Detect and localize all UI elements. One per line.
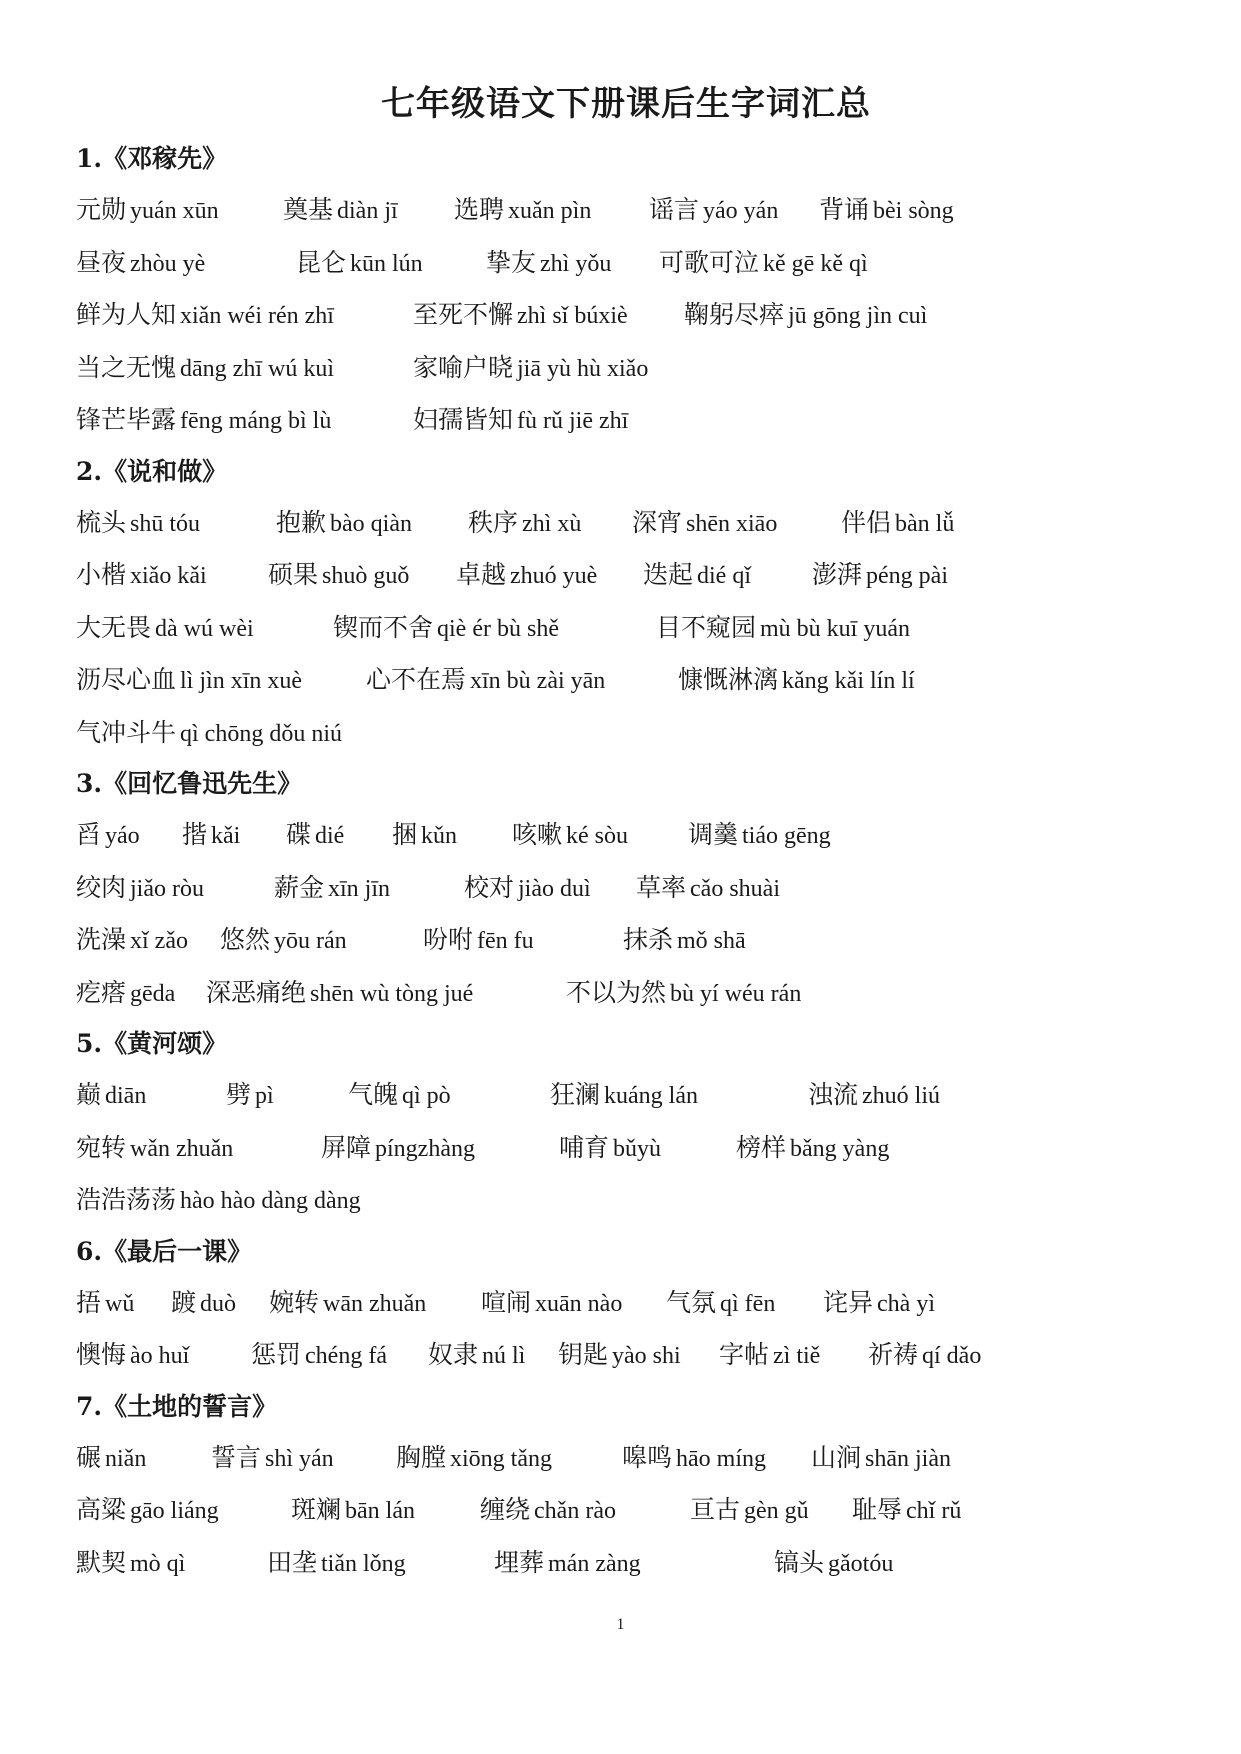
vocab-word: 亘古 (690, 1495, 741, 1524)
vocab-pinyin: gāo liáng (130, 1498, 219, 1524)
vocab-pinyin: diàn jī (337, 198, 398, 224)
vocab-pinyin: shēn xiāo (686, 510, 778, 537)
vocab-word: 至死不懈 (413, 300, 514, 329)
vocab-entry (76, 1122, 233, 1176)
vocab-pinyin: duò (200, 1290, 237, 1317)
vocab-pinyin: kǎng kǎi lín lí (782, 668, 915, 694)
vocab-word: 抹杀 (623, 925, 674, 954)
vocab-pinyin: chǎn rào (534, 1498, 616, 1524)
word-row (76, 237, 1176, 290)
vocab-pinyin: yuán xūn (130, 198, 219, 224)
vocab-pinyin: yào shi (612, 1343, 681, 1369)
vocab-entry (76, 184, 219, 238)
vocab-word: 婉转 (269, 1287, 320, 1317)
vocab-word: 山涧 (811, 1442, 862, 1472)
vocab-entry (76, 1174, 361, 1228)
vocab-word: 谣言 (649, 195, 700, 224)
vocab-word: 默契 (76, 1547, 127, 1577)
word-row (76, 1174, 1176, 1227)
vocab-word: 当之无愧 (76, 352, 177, 382)
vocab-pinyin: shēn wù tòng jué (310, 980, 474, 1007)
vocab-word: 缠绕 (480, 1495, 531, 1524)
vocab-pinyin: jū gōng jìn cuì (788, 303, 928, 329)
vocab-pinyin: fēn fu (477, 928, 534, 954)
vocab-entry (494, 1537, 641, 1591)
vocab-pinyin: niǎn (105, 1445, 147, 1472)
vocab-word: 祈祷 (868, 1340, 919, 1369)
vocab-pinyin: gèn gǔ (744, 1498, 809, 1524)
vocab-pinyin: péng pài (866, 563, 948, 589)
vocab-word: 田垄 (267, 1547, 318, 1577)
vocab-word: 胸膛 (396, 1442, 447, 1472)
vocab-entry (808, 1069, 940, 1123)
vocab-pinyin: xiǎo kǎi (130, 563, 207, 589)
vocab-pinyin: gēda (130, 980, 176, 1007)
vocab-entry (76, 1329, 189, 1383)
vocab-word: 浊流 (808, 1080, 859, 1109)
vocab-pinyin: gǎotóu (828, 1550, 894, 1577)
vocab-entry (276, 497, 412, 551)
vocab-entry (643, 549, 751, 603)
word-row (76, 342, 1176, 395)
vocab-word: 家喻户晓 (413, 352, 514, 382)
vocab-entry (76, 1277, 134, 1331)
vocab-pinyin: wǔ (105, 1290, 135, 1317)
vocab-entry (413, 394, 628, 448)
vocab-entry (76, 497, 200, 551)
vocab-entry (76, 1069, 146, 1123)
vocab-pinyin: cǎo shuài (690, 875, 780, 902)
vocab-pinyin: xuǎn pìn (508, 198, 592, 224)
vocab-entry (774, 1537, 893, 1591)
vocab-pinyin: kě gē kě qì (763, 250, 868, 277)
vocab-entry (76, 967, 175, 1021)
vocab-word: 昼夜 (76, 247, 127, 277)
vocab-entry (464, 862, 591, 916)
vocab-entry (76, 654, 302, 708)
word-row (76, 914, 1176, 967)
vocab-entry (558, 1329, 681, 1383)
vocab-word: 迭起 (643, 560, 694, 589)
vocab-pinyin: wān zhuǎn (323, 1290, 427, 1317)
vocab-pinyin: qí dǎo (922, 1343, 982, 1369)
vocab-word: 硕果 (268, 560, 319, 589)
vocab-word: 斑斓 (291, 1495, 342, 1524)
vocab-entry (396, 1432, 552, 1486)
vocab-pinyin: mù bù kuī yuán (760, 615, 911, 642)
vocab-word: 薪金 (274, 872, 325, 902)
vocab-word: 挚友 (486, 247, 537, 277)
vocab-entry (76, 1432, 146, 1486)
vocab-word: 元勋 (76, 195, 127, 224)
word-row (76, 654, 1176, 707)
vocab-word: 背诵 (819, 195, 870, 224)
vocab-entry (206, 967, 473, 1021)
vocab-entry (366, 654, 605, 708)
vocab-word: 绞肉 (76, 872, 127, 902)
vocab-entry (454, 184, 591, 238)
page-number: 1 (616, 1616, 625, 1633)
vocab-entry (220, 914, 347, 968)
vocab-entry (622, 1432, 766, 1486)
vocab-pinyin: qì fēn (720, 1290, 776, 1317)
vocab-word: 调羹 (688, 820, 739, 849)
vocab-word: 伴侣 (841, 507, 892, 537)
vocab-word: 鞠躬尽瘁 (684, 300, 785, 329)
vocab-word: 喧闹 (481, 1287, 532, 1317)
vocab-entry (76, 809, 140, 863)
vocab-pinyin: nú lì (482, 1343, 526, 1369)
vocab-pinyin: shì yán (265, 1445, 334, 1472)
vocab-entry (76, 289, 334, 343)
vocab-pinyin: shān jiàn (865, 1445, 951, 1472)
vocab-pinyin: chà yì (877, 1290, 935, 1317)
vocab-pinyin: zhòu yè (130, 250, 206, 277)
vocab-entry (269, 1277, 426, 1331)
word-row (76, 1537, 1176, 1590)
vocab-word: 沥尽心血 (76, 665, 177, 694)
vocab-word: 宛转 (76, 1132, 127, 1162)
word-row (76, 1432, 1176, 1485)
vocab-entry (171, 1277, 236, 1331)
vocab-pinyin: bào qiàn (330, 510, 412, 537)
vocab-word: 小楷 (76, 560, 127, 589)
vocab-word: 奴隶 (428, 1340, 479, 1369)
vocab-pinyin: dié (315, 823, 345, 849)
vocab-entry (819, 184, 954, 238)
vocab-entry (623, 914, 746, 968)
vocab-pinyin: mò qì (130, 1550, 186, 1577)
vocab-entry (76, 707, 342, 761)
vocab-word: 卓越 (456, 560, 507, 589)
vocab-word: 不以为然 (566, 977, 667, 1007)
section-heading: 1.《邓稼先》 (76, 144, 228, 173)
vocab-word: 草率 (636, 872, 687, 902)
word-row (76, 394, 1176, 447)
vocab-entry (823, 1277, 935, 1331)
vocab-pinyin: pì (255, 1083, 274, 1109)
section-heading: 2.《说和做》 (76, 456, 228, 486)
word-row (76, 289, 1176, 342)
vocab-word: 劈 (226, 1080, 252, 1109)
vocab-pinyin: fēng máng bì lù (180, 408, 332, 434)
vocab-pinyin: xuān nào (535, 1290, 623, 1317)
vocab-pinyin: tiǎn lǒng (321, 1550, 406, 1577)
vocab-entry (283, 184, 398, 238)
vocab-word: 疙瘩 (76, 977, 127, 1007)
vocab-word: 钥匙 (558, 1340, 609, 1369)
vocab-word: 心不在焉 (366, 665, 467, 694)
vocab-pinyin: kǔn (421, 823, 458, 849)
vocabulary-list (76, 134, 1176, 1589)
vocab-entry (868, 1329, 981, 1383)
word-row (76, 1484, 1176, 1537)
vocab-word: 惩罚 (251, 1340, 302, 1369)
vocab-pinyin: qì pò (402, 1083, 451, 1109)
vocab-pinyin: bù yí wéu rán (670, 980, 802, 1007)
vocab-entry (688, 809, 831, 863)
document-page (76, 80, 1176, 1589)
vocab-word: 气魄 (348, 1080, 399, 1109)
vocab-entry (321, 1122, 475, 1176)
vocab-entry (76, 602, 254, 656)
vocab-pinyin: hāo míng (676, 1445, 767, 1472)
vocab-pinyin: zhuó yuè (510, 563, 598, 589)
vocab-entry (852, 1484, 961, 1538)
document-title: 七年级语文下册课后生字词汇总 (381, 84, 871, 124)
vocab-entry (666, 1277, 775, 1331)
vocab-word: 屏障 (321, 1132, 372, 1162)
vocab-entry (566, 967, 801, 1021)
word-row (76, 707, 1176, 760)
section-heading: 7.《土地的誓言》 (76, 1391, 278, 1421)
vocab-entry (480, 1484, 616, 1538)
vocab-word: 锋芒毕露 (76, 405, 177, 434)
vocab-pinyin: zì tiě (773, 1343, 821, 1369)
vocab-entry (76, 549, 207, 603)
vocab-pinyin: dà wú wèi (155, 615, 254, 642)
word-row (76, 1122, 1176, 1175)
word-row (76, 184, 1176, 237)
vocab-entry (456, 549, 597, 603)
vocab-word: 嗥鸣 (622, 1442, 673, 1472)
vocab-pinyin: píngzhàng (375, 1135, 475, 1162)
vocab-entry (286, 809, 344, 863)
vocab-word: 舀 (76, 820, 102, 849)
vocab-word: 镐头 (774, 1547, 825, 1577)
vocab-pinyin: dié qǐ (697, 563, 752, 589)
vocab-pinyin: ké sòu (566, 823, 629, 849)
vocab-entry (76, 862, 204, 916)
vocab-pinyin: shū tóu (130, 510, 201, 537)
word-row (76, 549, 1176, 602)
vocab-entry (76, 237, 205, 291)
vocab-word: 巅 (76, 1080, 102, 1109)
vocab-pinyin: xīn bù zài yān (470, 668, 606, 694)
vocab-word: 妇孺皆知 (413, 405, 514, 434)
section-heading: 5.《黄河颂》 (76, 1029, 228, 1058)
vocab-entry (226, 1069, 274, 1123)
vocab-word: 抱歉 (276, 507, 327, 537)
vocab-pinyin: yáo (105, 823, 140, 849)
vocab-pinyin: yáo yán (703, 198, 779, 224)
vocab-pinyin: mǒ shā (677, 928, 746, 954)
vocab-entry (76, 914, 188, 968)
vocab-word: 深宵 (632, 507, 683, 537)
vocab-pinyin: bǔyù (613, 1135, 662, 1162)
vocab-word: 校对 (464, 872, 515, 902)
vocab-entry (251, 1329, 387, 1383)
vocab-entry (413, 289, 628, 343)
vocab-pinyin: kuáng lán (604, 1083, 698, 1109)
vocab-entry (481, 1277, 622, 1331)
vocab-word: 可歌可泣 (659, 247, 760, 277)
vocab-entry (76, 1484, 219, 1538)
vocab-word: 澎湃 (812, 560, 863, 589)
vocab-pinyin: chǐ rǔ (906, 1498, 962, 1524)
vocab-pinyin: hào hào dàng dàng (180, 1188, 361, 1214)
vocab-pinyin: kūn lún (350, 250, 423, 277)
vocab-word: 悠然 (220, 925, 271, 954)
vocab-word: 字帖 (719, 1340, 770, 1369)
word-row (76, 862, 1176, 915)
vocab-word: 碟 (286, 820, 312, 849)
vocab-word: 吩咐 (423, 925, 474, 954)
vocab-pinyin: qiè ér bù shě (437, 615, 559, 642)
vocab-pinyin: dāng zhī wú kuì (180, 355, 334, 382)
vocab-pinyin: jiào duì (518, 875, 591, 902)
vocab-entry (333, 602, 559, 656)
vocab-entry (413, 342, 648, 396)
vocab-entry (649, 184, 778, 238)
vocab-word: 慷慨淋漓 (678, 665, 779, 694)
vocab-pinyin: bān lán (345, 1498, 415, 1524)
vocab-entry (636, 862, 780, 916)
vocab-entry (812, 549, 948, 603)
vocab-word: 榜样 (736, 1132, 787, 1162)
section-heading: 6.《最后一课》 (76, 1236, 253, 1266)
word-row (76, 1277, 1176, 1330)
vocab-entry (267, 1537, 406, 1591)
vocab-entry (690, 1484, 809, 1538)
word-row (76, 809, 1176, 862)
vocab-pinyin: xiōng tǎng (450, 1445, 553, 1472)
vocab-pinyin: chéng fá (305, 1343, 387, 1369)
vocab-pinyin: bèi sòng (873, 198, 954, 224)
vocab-word: 高粱 (76, 1495, 127, 1524)
vocab-word: 捂 (76, 1287, 102, 1317)
vocab-entry (182, 809, 240, 863)
vocab-entry (659, 237, 868, 291)
vocab-word: 耻辱 (852, 1495, 903, 1524)
vocab-word: 洗澡 (76, 925, 127, 954)
vocab-pinyin: lì jìn xīn xuè (180, 668, 303, 694)
vocab-entry (736, 1122, 889, 1176)
vocab-word: 碾 (76, 1442, 102, 1472)
word-row (76, 602, 1176, 655)
vocab-pinyin: kǎi (211, 823, 241, 849)
vocab-entry (550, 1069, 698, 1123)
vocab-pinyin: zhì yǒu (540, 250, 612, 277)
vocab-entry (291, 1484, 415, 1538)
vocab-word: 梳头 (76, 507, 127, 537)
vocab-entry (656, 602, 910, 656)
vocab-word: 揩 (182, 820, 208, 849)
vocab-entry (392, 809, 457, 863)
vocab-pinyin: xiǎn wéi rén zhī (180, 303, 334, 329)
vocab-word: 秩序 (468, 507, 519, 537)
vocab-pinyin: mán zàng (548, 1550, 641, 1577)
vocab-pinyin: qì chōng dǒu niú (180, 720, 343, 747)
vocab-word: 咳嗽 (512, 820, 563, 849)
vocab-entry (76, 394, 331, 448)
vocab-entry (512, 809, 628, 863)
vocab-entry (632, 497, 777, 551)
vocab-word: 气氛 (666, 1287, 717, 1317)
vocab-word: 踱 (171, 1287, 197, 1317)
vocab-entry (76, 342, 334, 396)
word-row (76, 497, 1176, 550)
vocab-pinyin: fù rǔ jiē zhī (517, 408, 629, 434)
vocab-pinyin: shuò guǒ (322, 563, 410, 589)
vocab-pinyin: zhì sǐ búxiè (517, 303, 628, 329)
vocab-pinyin: jiǎo ròu (130, 875, 204, 902)
vocab-entry (348, 1069, 451, 1123)
section-heading: 3.《回忆鲁迅先生》 (76, 769, 303, 798)
vocab-entry (678, 654, 915, 708)
vocab-word: 捆 (392, 820, 418, 849)
vocab-entry (684, 289, 927, 343)
vocab-word: 诧异 (823, 1287, 874, 1317)
vocab-word: 狂澜 (550, 1080, 601, 1109)
vocab-word: 奠基 (283, 195, 334, 224)
vocab-entry (274, 862, 390, 916)
vocab-entry (423, 914, 534, 968)
vocab-entry (76, 1537, 185, 1591)
vocab-word: 气冲斗牛 (76, 717, 177, 747)
vocab-word: 锲而不舍 (333, 612, 434, 642)
vocab-word: 目不窥园 (656, 612, 757, 642)
vocab-pinyin: bàn lǚ (895, 510, 955, 537)
vocab-word: 鲜为人知 (76, 300, 177, 329)
vocab-word: 深恶痛绝 (206, 977, 307, 1007)
vocab-pinyin: xǐ zǎo (130, 928, 188, 954)
vocab-entry (468, 497, 581, 551)
vocab-word: 昆仑 (296, 247, 347, 277)
vocab-entry (811, 1432, 951, 1486)
vocab-word: 浩浩荡荡 (76, 1185, 177, 1214)
vocab-pinyin: ào huǐ (130, 1343, 190, 1369)
vocab-pinyin: diān (105, 1083, 147, 1109)
vocab-word: 哺育 (559, 1132, 610, 1162)
word-row (76, 1329, 1176, 1382)
vocab-pinyin: yōu rán (274, 928, 347, 954)
vocab-entry (211, 1432, 334, 1486)
vocab-entry (268, 549, 409, 603)
vocab-entry (296, 237, 423, 291)
vocab-pinyin: zhuó liú (862, 1083, 941, 1109)
vocab-entry (486, 237, 611, 291)
word-row (76, 1069, 1176, 1122)
vocab-word: 大无畏 (76, 612, 152, 642)
vocab-word: 誓言 (211, 1442, 262, 1472)
vocab-pinyin: jiā yù hù xiǎo (517, 355, 649, 382)
vocab-word: 选聘 (454, 195, 505, 224)
vocab-pinyin: xīn jīn (328, 875, 391, 902)
vocab-pinyin: wǎn zhuǎn (130, 1135, 234, 1162)
vocab-word: 懊悔 (76, 1340, 127, 1369)
word-row (76, 967, 1176, 1020)
vocab-entry (841, 497, 954, 551)
vocab-pinyin: bǎng yàng (790, 1135, 890, 1162)
vocab-pinyin: tiáo gēng (742, 823, 831, 849)
vocab-entry (559, 1122, 661, 1176)
vocab-word: 埋葬 (494, 1547, 545, 1577)
vocab-entry (719, 1329, 820, 1383)
vocab-pinyin: zhì xù (522, 510, 582, 537)
vocab-entry (428, 1329, 525, 1383)
